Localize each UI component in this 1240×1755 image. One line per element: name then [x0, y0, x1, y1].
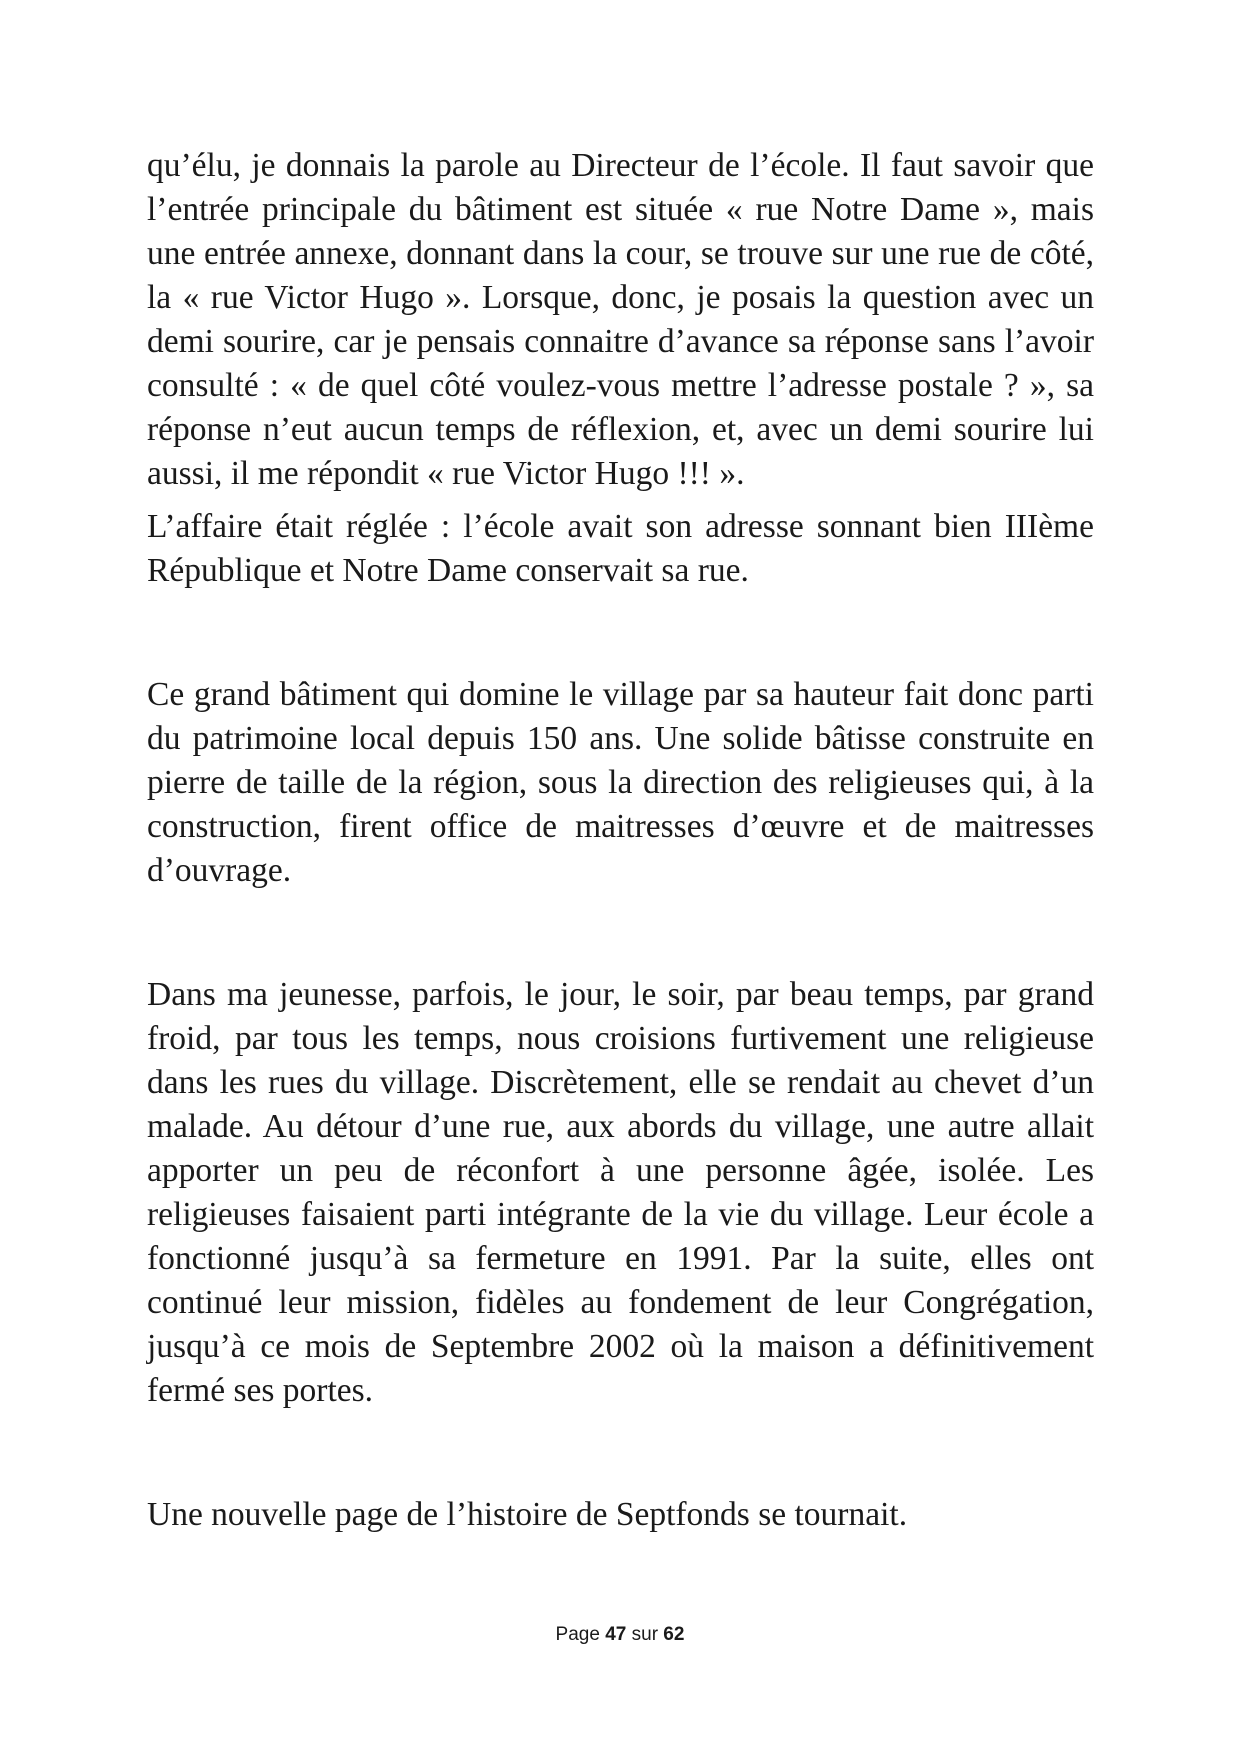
- paragraph-building: Ce grand bâtiment qui domine le village par sa hauteur fait donc parti du patrimoine local depuis 150 ans. Une solide bâtisse construite en pierre de taille de la région, sous la direction des religieuses qui, à la construction, firent office de maitresses d’œuvre et de maitresses d’ouvrage.: [147, 676, 1094, 889]
- paragraph-address: qu’élu, je donnais la parole au Directeur de l’école. Il faut savoir que l’entrée principale du bâtiment est située « rue Notre Dame », mais une entrée annexe, donnant dans la cour, se trouve sur une rue de côté, la « rue Victor Hugo ». Lorsque, donc, je posais la question avec un demi sourire, car je pensais connaitre d’avance sa réponse sans l’avoir consulté : « de quel côté voulez-vous mettre l’adresse postale ? », sa réponse n’eut aucun temps de réflexion, et, avec un demi sourire lui aussi, il me répondit « rue Victor Hugo !!! ».: [147, 147, 1094, 492]
- paragraph-youth: Dans ma jeunesse, parfois, le jour, le soir, par beau temps, par grand froid, par tous les temps, nous croisions furtivement une religieuse dans les rues du village. Discrètement, elle se rendait au chevet d’un malade. Au détour d’une rue, aux abords du village, une autre allait apporter un peu de réconfort à une personne âgée, isolée. Les religieuses faisaient parti intégrante de la vie du village. Leur école a fonctionné jusqu’à sa fermeture en 1991. Par la suite, elles ont continué leur mission, fidèles au fondement de leur Congrégation, jusqu’à ce mois de Septembre 2002 où la maison a définitivement fermé ses portes.: [147, 976, 1094, 1409]
- page-number-footer: [0, 1624, 1240, 1646]
- total-page-count: 62: [663, 1624, 685, 1645]
- paragraph-closing: Une nouvelle page de l’histoire de Septfonds se tournait.: [147, 1496, 908, 1533]
- page-separator: sur: [626, 1624, 664, 1645]
- page-prefix: Page: [555, 1624, 606, 1645]
- current-page-number: 47: [605, 1624, 627, 1645]
- page-body: [147, 144, 1094, 1537]
- paragraph-settled: L’affaire était réglée : l’école avait son adresse sonnant bien IIIème République et Notre Dame conservait sa rue.: [147, 508, 1094, 589]
